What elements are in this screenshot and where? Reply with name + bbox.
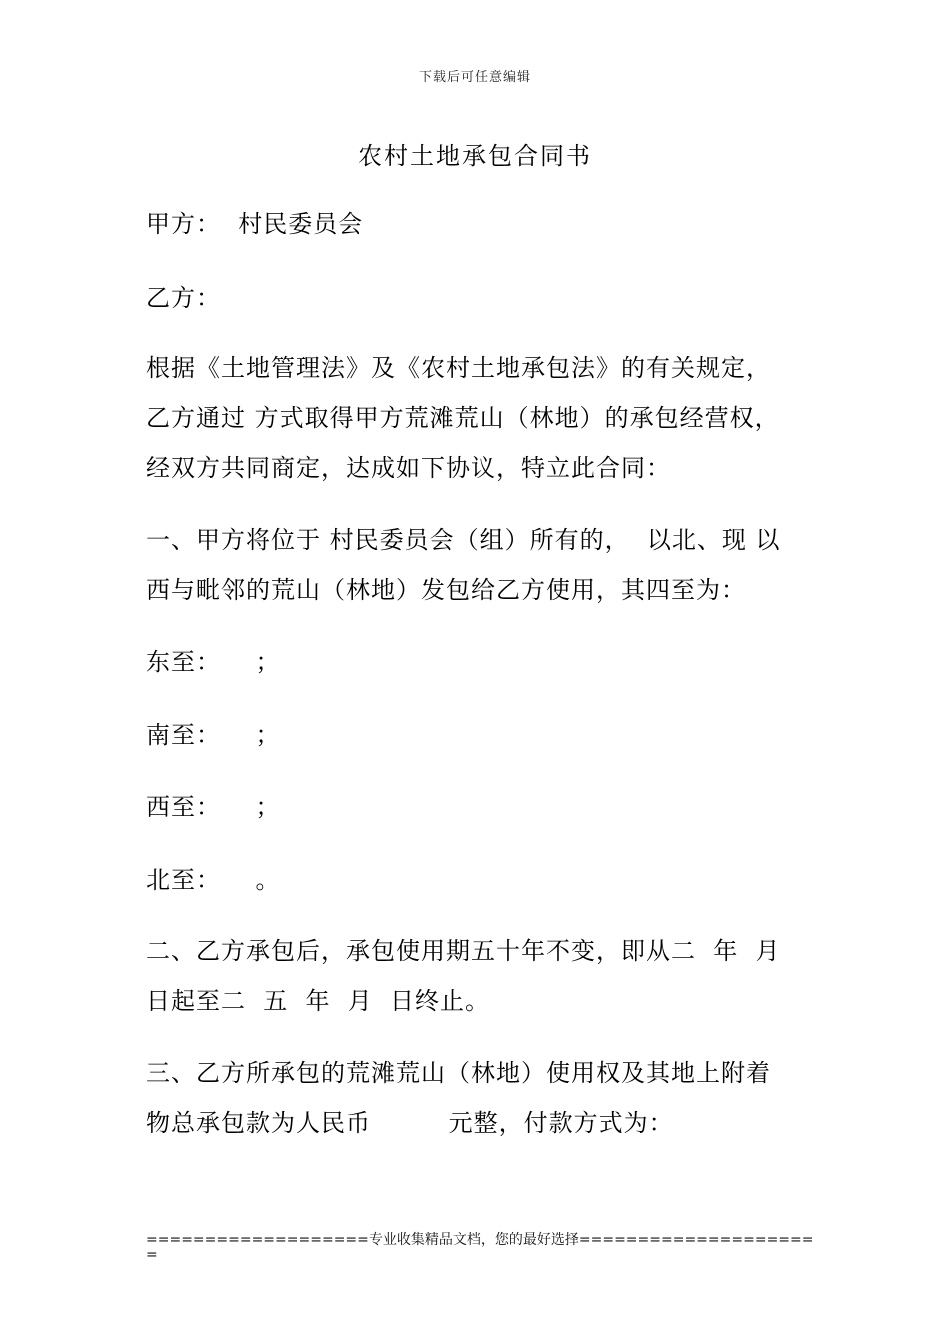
clause3-line-1: 三、乙方所承包的荒滩荒山（林地）使用权及其地上附着	[146, 1059, 771, 1087]
party-b-line: 乙方：	[146, 284, 221, 312]
clause1-line-1: 一、甲方将位于 村民委员会（组）所有的， 以北、现 以	[146, 526, 781, 554]
intro-line-1: 根据《土地管理法》及《农村土地承包法》的有关规定，	[146, 354, 771, 382]
boundary-north: 北至： 。	[146, 866, 281, 894]
clause2-line-1: 二、乙方承包后，承包使用期五十年不变，即从二 年 月	[146, 937, 781, 965]
intro-line-3: 经双方共同商定，达成如下协议，特立此合同：	[146, 454, 671, 482]
clause2-line-2: 日起至二 五 年 月 日终止。	[146, 987, 491, 1015]
intro-line-2: 乙方通过 方式取得甲方荒滩荒山（林地）的承包经营权，	[146, 404, 780, 432]
boundary-east: 东至： ；	[146, 648, 281, 676]
clause3-line-2: 物总承包款为人民币 元整，付款方式为：	[146, 1109, 674, 1137]
boundary-south: 南至： ；	[146, 721, 281, 749]
clause1-line-2: 西与毗邻的荒山（林地）发包给乙方使用，其四至为：	[146, 576, 746, 604]
footer-tail: =	[146, 1247, 158, 1263]
header-note: 下载后可任意编辑	[418, 70, 531, 85]
footer-banner: ===================专业收集精品文档，您的最好选择====================	[146, 1232, 814, 1248]
boundary-west: 西至： ；	[146, 793, 281, 821]
document-title: 农村土地承包合同书	[358, 142, 592, 170]
party-a-line: 甲方： 村民委员会	[146, 210, 364, 238]
